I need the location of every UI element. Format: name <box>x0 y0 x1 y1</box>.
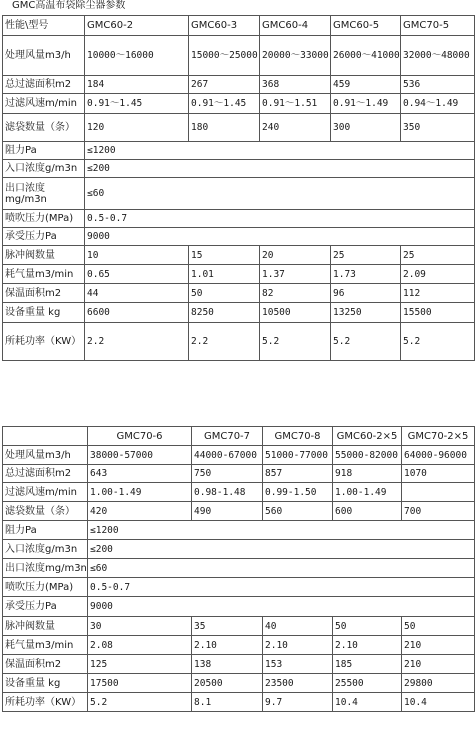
value-cell: 38000-57000 <box>88 446 192 465</box>
value-cell: 10.4 <box>402 693 475 712</box>
value-cell: 5.2 <box>260 323 331 361</box>
value-cell: 857 <box>263 465 333 483</box>
row-label-cell: 承受压力Pa <box>3 597 88 617</box>
row-label-cell: 阻力Pa <box>3 142 85 160</box>
value-cell: 10500 <box>260 303 331 323</box>
page-title: GMC高温布袋除尘器参数 <box>12 0 126 11</box>
value-cell: 490 <box>192 502 263 521</box>
row-label-cell: 设备重量 kg <box>3 674 88 693</box>
header-cell: GMC60-2×5 <box>333 427 402 446</box>
table-row <box>3 559 475 578</box>
row-label-cell: 喷吹压力(MPa) <box>3 578 88 597</box>
value-cell: 350 <box>401 114 475 142</box>
row-label-cell: 承受压力Pa <box>3 228 85 246</box>
header-cell: GMC70-8 <box>263 427 333 446</box>
value-cell: 17500 <box>88 674 192 693</box>
value-cell: 20500 <box>192 674 263 693</box>
value-cell: 185 <box>333 655 402 674</box>
row-label-cell: 入口浓度g/m3n <box>3 540 88 559</box>
value-cell: 1.00-1.49 <box>333 483 402 502</box>
row-label-cell: 耗气量m3/min <box>3 265 85 284</box>
value-cell: 300 <box>331 114 401 142</box>
value-cell: 0.91～1.49 <box>331 94 401 114</box>
value-cell <box>402 483 475 502</box>
value-cell: 40 <box>263 617 333 636</box>
value-cell: 0.91～1.45 <box>189 94 260 114</box>
table-row <box>3 483 475 502</box>
row-label-cell: 过滤风速m/min <box>3 483 88 502</box>
value-cell: 267 <box>189 76 260 94</box>
table-row <box>3 540 475 559</box>
value-cell: 15 <box>189 246 260 265</box>
value-cell: 2.2 <box>85 323 189 361</box>
value-cell: 96 <box>331 284 401 303</box>
value-cell: 5.2 <box>88 693 192 712</box>
row-label-cell: 处理风量m3/h <box>3 446 88 465</box>
header-cell: GMC70-5 <box>401 16 475 36</box>
table-row <box>3 597 475 617</box>
table-row <box>3 246 475 265</box>
value-cell: 2.10 <box>192 636 263 655</box>
row-label-cell: 保温面积m2 <box>3 284 85 303</box>
row-label-cell: 阻力Pa <box>3 521 88 540</box>
table-row <box>3 94 475 114</box>
row-label-cell: 滤袋数量（条） <box>3 502 88 521</box>
value-cell: ≤60 <box>88 559 475 578</box>
value-cell: 643 <box>88 465 192 483</box>
value-cell: 0.91～1.45 <box>85 94 189 114</box>
value-cell: 10000～16000 <box>85 36 189 76</box>
table-row <box>3 303 475 323</box>
value-cell: 1.73 <box>331 265 401 284</box>
row-label-cell: 处理风量m3/h <box>3 36 85 76</box>
table-header-row <box>3 427 475 446</box>
row-label-cell: 保温面积m2 <box>3 655 88 674</box>
table-row <box>3 160 475 178</box>
value-cell: 8.1 <box>192 693 263 712</box>
value-cell: 368 <box>260 76 331 94</box>
value-cell: 25 <box>331 246 401 265</box>
value-cell: 2.10 <box>263 636 333 655</box>
value-cell: 420 <box>88 502 192 521</box>
value-cell: 55000-82000 <box>333 446 402 465</box>
value-cell: 25 <box>401 246 475 265</box>
value-cell: 6600 <box>85 303 189 323</box>
value-cell: 0.5-0.7 <box>88 578 475 597</box>
header-cell: 性能\型号 <box>3 16 85 36</box>
value-cell: 240 <box>260 114 331 142</box>
value-cell: 32000～48000 <box>401 36 475 76</box>
spec-table-2 <box>2 426 475 712</box>
table-row <box>3 502 475 521</box>
value-cell: 600 <box>333 502 402 521</box>
spec-table-1 <box>2 15 475 361</box>
value-cell: 64000-96000 <box>402 446 475 465</box>
header-cell: GMC60-3 <box>189 16 260 36</box>
value-cell: 0.5-0.7 <box>85 210 475 228</box>
value-cell: 15500 <box>401 303 475 323</box>
value-cell: ≤200 <box>85 160 475 178</box>
value-cell: 112 <box>401 284 475 303</box>
header-cell: GMC70-2×5 <box>402 427 475 446</box>
value-cell: 1.01 <box>189 265 260 284</box>
row-label-cell: 总过滤面积m2 <box>3 465 88 483</box>
value-cell: 5.2 <box>331 323 401 361</box>
header-cell <box>3 427 88 446</box>
value-cell: 9.7 <box>263 693 333 712</box>
value-cell: 0.94～1.49 <box>401 94 475 114</box>
value-cell: 44 <box>85 284 189 303</box>
value-cell: 459 <box>331 76 401 94</box>
row-label-cell: 入口浓度g/m3n <box>3 160 85 178</box>
value-cell: 20 <box>260 246 331 265</box>
row-label-cell: 出口浓度mg/m3n <box>3 559 88 578</box>
value-cell: 2.2 <box>189 323 260 361</box>
table-row <box>3 636 475 655</box>
value-cell: 9000 <box>85 228 475 246</box>
value-cell: 918 <box>333 465 402 483</box>
value-cell: 5.2 <box>401 323 475 361</box>
table-row <box>3 578 475 597</box>
value-cell: 29800 <box>402 674 475 693</box>
row-label-cell: 过滤风速m/min <box>3 94 85 114</box>
value-cell: 560 <box>263 502 333 521</box>
value-cell: 120 <box>85 114 189 142</box>
value-cell: 0.98-1.48 <box>192 483 263 502</box>
value-cell: 1.00-1.49 <box>88 483 192 502</box>
row-label-cell: 喷吹压力(MPa) <box>3 210 85 228</box>
table-header-row <box>3 16 475 36</box>
table-row <box>3 284 475 303</box>
table-row <box>3 265 475 284</box>
table-row <box>3 178 475 210</box>
value-cell: 210 <box>402 636 475 655</box>
value-cell: ≤1200 <box>88 521 475 540</box>
row-label-cell: 出口浓度mg/m3n <box>3 178 85 210</box>
row-label-cell: 耗气量m3/min <box>3 636 88 655</box>
value-cell: 138 <box>192 655 263 674</box>
row-label-cell: 所耗功率（KW） <box>3 323 85 361</box>
value-cell: 10.4 <box>333 693 402 712</box>
value-cell: 44000-67000 <box>192 446 263 465</box>
value-cell: 20000～33000 <box>260 36 331 76</box>
value-cell: 2.09 <box>401 265 475 284</box>
value-cell: 35 <box>192 617 263 636</box>
value-cell: ≤60 <box>85 178 475 210</box>
value-cell: ≤1200 <box>85 142 475 160</box>
table-row <box>3 465 475 483</box>
table-row <box>3 446 475 465</box>
value-cell: 184 <box>85 76 189 94</box>
value-cell: 9000 <box>88 597 475 617</box>
row-label-cell: 所耗功率（KW） <box>3 693 88 712</box>
table-row <box>3 521 475 540</box>
value-cell: 15000～25000 <box>189 36 260 76</box>
value-cell: 2.08 <box>88 636 192 655</box>
value-cell: 1.37 <box>260 265 331 284</box>
header-cell: GMC60-5 <box>331 16 401 36</box>
value-cell: 125 <box>88 655 192 674</box>
value-cell: 210 <box>402 655 475 674</box>
value-cell: 50 <box>402 617 475 636</box>
value-cell: ≤200 <box>88 540 475 559</box>
table-row <box>3 674 475 693</box>
value-cell: 750 <box>192 465 263 483</box>
table-row <box>3 617 475 636</box>
table-row <box>3 228 475 246</box>
value-cell: 0.91～1.51 <box>260 94 331 114</box>
value-cell: 180 <box>189 114 260 142</box>
table-row <box>3 323 475 361</box>
value-cell: 8250 <box>189 303 260 323</box>
value-cell: 0.99-1.50 <box>263 483 333 502</box>
row-label-cell: 总过滤面积m2 <box>3 76 85 94</box>
header-cell: GMC70-7 <box>192 427 263 446</box>
value-cell: 50 <box>333 617 402 636</box>
table-row <box>3 693 475 712</box>
value-cell: 1070 <box>402 465 475 483</box>
value-cell: 50 <box>189 284 260 303</box>
table-row <box>3 142 475 160</box>
value-cell: 153 <box>263 655 333 674</box>
value-cell: 536 <box>401 76 475 94</box>
header-cell: GMC70-6 <box>88 427 192 446</box>
value-cell: 0.65 <box>85 265 189 284</box>
table-row <box>3 36 475 76</box>
table-row <box>3 210 475 228</box>
table-row <box>3 76 475 94</box>
value-cell: 2.10 <box>333 636 402 655</box>
value-cell: 26000～41000 <box>331 36 401 76</box>
row-label-cell: 设备重量 kg <box>3 303 85 323</box>
row-label-cell: 滤袋数量（条） <box>3 114 85 142</box>
value-cell: 51000-77000 <box>263 446 333 465</box>
table-row <box>3 655 475 674</box>
header-cell: GMC60-4 <box>260 16 331 36</box>
value-cell: 23500 <box>263 674 333 693</box>
value-cell: 700 <box>402 502 475 521</box>
table-row <box>3 114 475 142</box>
value-cell: 82 <box>260 284 331 303</box>
row-label-cell: 脉冲阀数量 <box>3 246 85 265</box>
value-cell: 30 <box>88 617 192 636</box>
value-cell: 10 <box>85 246 189 265</box>
row-label-cell: 脉冲阀数量 <box>3 617 88 636</box>
value-cell: 25500 <box>333 674 402 693</box>
value-cell: 13250 <box>331 303 401 323</box>
header-cell: GMC60-2 <box>85 16 189 36</box>
